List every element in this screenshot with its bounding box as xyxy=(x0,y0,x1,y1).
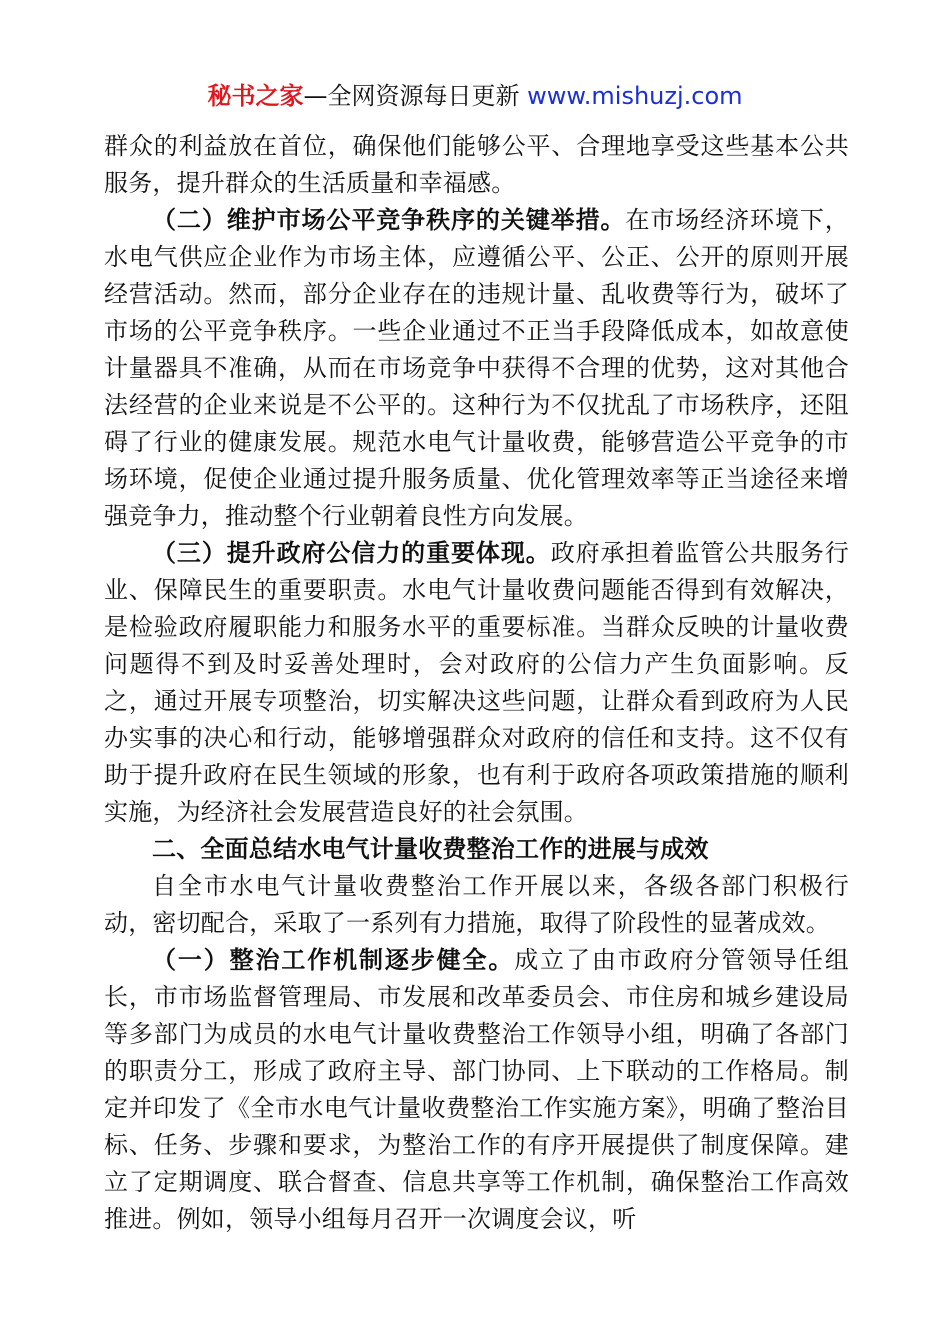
site-url-link[interactable]: www.mishuzj.com xyxy=(527,82,743,110)
paragraph-lead: （三）提升政府公信力的重要体现。 xyxy=(152,539,551,567)
paragraph-mechanism xyxy=(104,942,849,1238)
paragraph-continuation: 群众的利益放在首位，确保他们能够公平、合理地享受这些基本公共服务，提升群众的生活质量和幸福感。 xyxy=(104,132,849,197)
site-header xyxy=(0,78,950,114)
paragraph-lead: （一）整治工作机制逐步健全。 xyxy=(152,946,515,974)
paragraph-text: 在市场经济环境下，水电气供应企业作为市场主体，应遵循公平、公正、公开的原则开展经营活动。然而，部分企业存在的违规计量、乱收费等行为，破坏了市场的公平竞争秩序。一些企业通过不正当手段降低成本，如故意使计量器具不准确，从而在市场竞争中获得不合理的优势，这对其他合法经营的企业来说是不公平的。这种行为不仅扰乱了市场秩序，还阻碍了行业的健康发展。规范水电气计量收费，能够营造公平竞争的市场环境，促使企业通过提升服务质量、优化管理效率等正当途径来增强竞争力，推动整个行业朝着良性方向发展。 xyxy=(104,206,849,530)
site-brand: 秘书之家 xyxy=(207,82,304,110)
paragraph-text: 政府承担着监管公共服务行业、保障民生的重要职责。水电气计量收费问题能否得到有效解决，是检验政府履职能力和服务水平的重要标准。当群众反映的计量收费问题得不到及时妥善处理时，会对政府的公信力产生负面影响。反之，通过开展专项整治，切实解决这些问题，让群众看到政府为人民办实事的决心和行动，能够增强群众对政府的信任和支持。这不仅有助于提升政府在民生领域的形象，也有利于政府各项政策措施的顺利实施，为经济社会发展营造良好的社会氛围。 xyxy=(104,539,850,826)
paragraph-market-order xyxy=(104,202,849,535)
paragraph-text: 成立了由市政府分管领导任组长，市市场监督管理局、市发展和改革委员会、市住房和城乡建设局等多部门为成员的水电气计量收费整治工作领导小组，明确了各部门的职责分工，形成了政府主导、部门协同、上下联动的工作格局。制定并印发了《全市水电气计量收费整治工作实施方案》，明确了整治目标、任务、步骤和要求，为整治工作的有序开展提供了制度保障。建立了定期调度、联合督查、信息共享等工作机制，确保整治工作高效推进。例如，领导小组每月召开一次调度会议，听 xyxy=(104,946,849,1233)
paragraph-overview: 自全市水电气计量收费整治工作开展以来，各级各部门积极行动，密切配合，采取了一系列有力措施，取得了阶段性的显著成效。 xyxy=(104,872,849,937)
paragraph-government-credibility xyxy=(104,535,849,831)
paragraph-lead: （二）维护市场公平竞争秩序的关键举措。 xyxy=(152,206,626,234)
section-heading: 二、全面总结水电气计量收费整治工作的进展与成效 xyxy=(152,835,709,863)
site-tagline: —全网资源每日更新 xyxy=(303,82,528,110)
document-body xyxy=(104,128,849,1238)
